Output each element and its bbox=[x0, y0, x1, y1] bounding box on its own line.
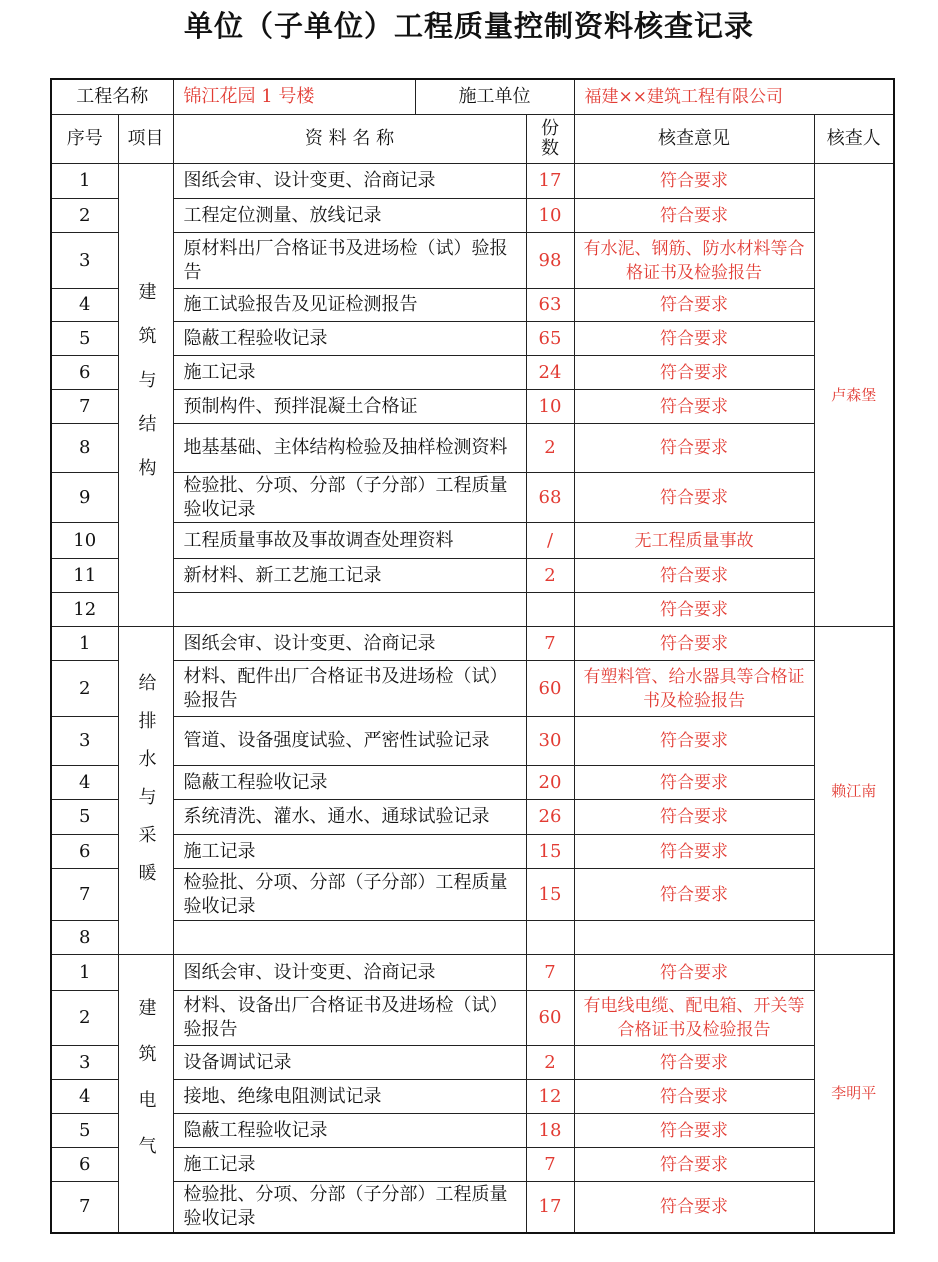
review-opinion: 符合要求 bbox=[574, 1148, 814, 1182]
review-opinion: 符合要求 bbox=[574, 424, 814, 473]
document-count: 68 bbox=[526, 473, 574, 523]
row-number: 1 bbox=[51, 627, 118, 661]
review-opinion: 符合要求 bbox=[574, 800, 814, 835]
review-opinion: 符合要求 bbox=[574, 1080, 814, 1114]
document-name: 管道、设备强度试验、严密性试验记录 bbox=[173, 717, 526, 766]
row-number: 12 bbox=[51, 593, 118, 627]
table-row bbox=[51, 1080, 894, 1114]
project-category-cell bbox=[118, 164, 173, 627]
reviewer-name: 卢森堡 bbox=[814, 164, 894, 627]
project-category: 给排水与采暖 bbox=[135, 673, 157, 901]
col-opinion: 核查意见 bbox=[574, 115, 814, 164]
table-row bbox=[51, 835, 894, 869]
review-opinion: 符合要求 bbox=[574, 955, 814, 991]
document-count: 26 bbox=[526, 800, 574, 835]
row-number: 6 bbox=[51, 835, 118, 869]
row-number: 7 bbox=[51, 869, 118, 921]
document-name: 施工记录 bbox=[173, 1148, 526, 1182]
table-row bbox=[51, 523, 894, 559]
review-opinion: 有电线电缆、配电箱、开关等合格证书及检验报告 bbox=[574, 991, 814, 1046]
row-number: 3 bbox=[51, 717, 118, 766]
project-name-value: 锦江花园 1 号楼 bbox=[174, 80, 416, 114]
col-reviewer: 核查人 bbox=[814, 115, 894, 164]
row-number: 3 bbox=[51, 233, 118, 289]
review-opinion: 符合要求 bbox=[574, 717, 814, 766]
table-row bbox=[51, 1046, 894, 1080]
row-number: 10 bbox=[51, 523, 118, 559]
review-opinion: 符合要求 bbox=[574, 289, 814, 322]
row-number: 6 bbox=[51, 1148, 118, 1182]
table-row bbox=[51, 473, 894, 523]
table-row bbox=[51, 627, 894, 661]
table-row bbox=[51, 356, 894, 390]
table-row bbox=[51, 390, 894, 424]
row-number: 7 bbox=[51, 1182, 118, 1233]
review-opinion: 符合要求 bbox=[574, 322, 814, 356]
contractor-label: 施工单位 bbox=[458, 86, 531, 107]
review-opinion: 符合要求 bbox=[574, 1114, 814, 1148]
project-category-cell bbox=[118, 627, 173, 955]
document-count: 18 bbox=[526, 1114, 574, 1148]
col-count: 份 数 bbox=[526, 115, 574, 164]
row-number: 1 bbox=[51, 164, 118, 199]
document-count: 60 bbox=[526, 661, 574, 717]
review-opinion bbox=[574, 921, 814, 955]
review-opinion: 符合要求 bbox=[574, 473, 814, 523]
reviewer-name: 赖江南 bbox=[814, 627, 894, 955]
review-opinion: 符合要求 bbox=[574, 835, 814, 869]
document-count: 65 bbox=[526, 322, 574, 356]
row-number: 8 bbox=[51, 424, 118, 473]
review-opinion: 符合要求 bbox=[574, 627, 814, 661]
column-header-row bbox=[51, 115, 894, 164]
row-number: 3 bbox=[51, 1046, 118, 1080]
document-count: 7 bbox=[526, 1148, 574, 1182]
table-row bbox=[51, 869, 894, 921]
document-count: 10 bbox=[526, 390, 574, 424]
document-name: 施工记录 bbox=[173, 835, 526, 869]
document-name: 检验批、分项、分部（子分部）工程质量验收记录 bbox=[173, 473, 526, 523]
document-name: 工程定位测量、放线记录 bbox=[173, 199, 526, 233]
col-no: 序号 bbox=[51, 115, 118, 164]
document-count: 60 bbox=[526, 991, 574, 1046]
review-opinion: 符合要求 bbox=[574, 390, 814, 424]
review-opinion: 符合要求 bbox=[574, 1046, 814, 1080]
contractor-value: 福建××建筑工程有限公司 bbox=[574, 79, 894, 115]
document-name: 材料、配件出厂合格证书及进场检（试）验报告 bbox=[173, 661, 526, 717]
row-number: 11 bbox=[51, 559, 118, 593]
document-count: 10 bbox=[526, 199, 574, 233]
table-row bbox=[51, 800, 894, 835]
document-name: 原材料出厂合格证书及进场检（试）验报告 bbox=[173, 233, 526, 289]
table-row bbox=[51, 322, 894, 356]
document-count: / bbox=[526, 523, 574, 559]
project-category: 建筑电气 bbox=[135, 997, 157, 1182]
document-count: 2 bbox=[526, 559, 574, 593]
document-count: 30 bbox=[526, 717, 574, 766]
document-name: 预制构件、预拌混凝土合格证 bbox=[173, 390, 526, 424]
document-count: 98 bbox=[526, 233, 574, 289]
table-row bbox=[51, 593, 894, 627]
document-name: 地基基础、主体结构检验及抽样检测资料 bbox=[173, 424, 526, 473]
document-count: 7 bbox=[526, 627, 574, 661]
document-count: 17 bbox=[526, 1182, 574, 1233]
review-opinion: 符合要求 bbox=[574, 1182, 814, 1233]
document-count: 17 bbox=[526, 164, 574, 199]
project-category: 建筑与结构 bbox=[135, 281, 157, 502]
row-number: 6 bbox=[51, 356, 118, 390]
document-name: 新材料、新工艺施工记录 bbox=[173, 559, 526, 593]
document-count: 12 bbox=[526, 1080, 574, 1114]
document-name bbox=[173, 921, 526, 955]
table-row bbox=[51, 661, 894, 717]
document-name: 设备调试记录 bbox=[173, 1046, 526, 1080]
document-count bbox=[526, 921, 574, 955]
review-opinion: 符合要求 bbox=[574, 869, 814, 921]
document-name: 接地、绝缘电阻测试记录 bbox=[173, 1080, 526, 1114]
document-count: 2 bbox=[526, 424, 574, 473]
table-row bbox=[51, 559, 894, 593]
document-name: 检验批、分项、分部（子分部）工程质量验收记录 bbox=[173, 869, 526, 921]
document-name: 工程质量事故及事故调查处理资料 bbox=[173, 523, 526, 559]
row-number: 4 bbox=[51, 1080, 118, 1114]
row-number: 5 bbox=[51, 1114, 118, 1148]
row-number: 4 bbox=[51, 766, 118, 800]
document-name: 施工记录 bbox=[173, 356, 526, 390]
project-name-label: 工程名称 bbox=[51, 79, 173, 115]
document-count: 63 bbox=[526, 289, 574, 322]
document-name: 系统清洗、灌水、通水、通球试验记录 bbox=[173, 800, 526, 835]
document-name: 隐蔽工程验收记录 bbox=[173, 322, 526, 356]
document-name: 图纸会审、设计变更、洽商记录 bbox=[173, 955, 526, 991]
document-name: 图纸会审、设计变更、洽商记录 bbox=[173, 627, 526, 661]
document-name: 图纸会审、设计变更、洽商记录 bbox=[173, 164, 526, 199]
review-opinion: 符合要求 bbox=[574, 766, 814, 800]
review-opinion: 符合要求 bbox=[574, 559, 814, 593]
document-name: 材料、设备出厂合格证书及进场检（试）验报告 bbox=[173, 991, 526, 1046]
table-row bbox=[51, 424, 894, 473]
document-count: 24 bbox=[526, 356, 574, 390]
col-item: 项目 bbox=[118, 115, 173, 164]
review-opinion: 无工程质量事故 bbox=[574, 523, 814, 559]
row-number: 2 bbox=[51, 991, 118, 1046]
row-number: 2 bbox=[51, 199, 118, 233]
reviewer-name: 李明平 bbox=[814, 955, 894, 1233]
review-opinion: 有水泥、钢筋、防水材料等合格证书及检验报告 bbox=[574, 233, 814, 289]
row-number: 5 bbox=[51, 800, 118, 835]
row-number: 9 bbox=[51, 473, 118, 523]
table-row bbox=[51, 717, 894, 766]
row-number: 8 bbox=[51, 921, 118, 955]
table-row bbox=[51, 766, 894, 800]
document-name: 隐蔽工程验收记录 bbox=[173, 766, 526, 800]
table-row bbox=[51, 955, 894, 991]
row-number: 7 bbox=[51, 390, 118, 424]
review-opinion: 符合要求 bbox=[574, 164, 814, 199]
row-number: 5 bbox=[51, 322, 118, 356]
document-name: 检验批、分项、分部（子分部）工程质量验收记录 bbox=[173, 1182, 526, 1233]
document-count: 15 bbox=[526, 835, 574, 869]
row-number: 4 bbox=[51, 289, 118, 322]
project-info-row bbox=[51, 79, 894, 115]
review-opinion: 符合要求 bbox=[574, 593, 814, 627]
inspection-table bbox=[50, 78, 895, 1234]
table-row bbox=[51, 1148, 894, 1182]
review-opinion: 符合要求 bbox=[574, 199, 814, 233]
table-row bbox=[51, 1114, 894, 1148]
table-row bbox=[51, 991, 894, 1046]
document-count: 20 bbox=[526, 766, 574, 800]
document-name bbox=[173, 593, 526, 627]
review-opinion: 有塑料管、给水器具等合格证书及检验报告 bbox=[574, 661, 814, 717]
document-name: 隐蔽工程验收记录 bbox=[173, 1114, 526, 1148]
project-name-cell bbox=[173, 79, 574, 115]
document-count: 2 bbox=[526, 1046, 574, 1080]
table-row bbox=[51, 1182, 894, 1233]
table-row bbox=[51, 233, 894, 289]
project-category-cell bbox=[118, 955, 173, 1233]
col-doc: 资 料 名 称 bbox=[173, 115, 526, 164]
document-count: 7 bbox=[526, 955, 574, 991]
table-row bbox=[51, 199, 894, 233]
table-row bbox=[51, 289, 894, 322]
document-name: 施工试验报告及见证检测报告 bbox=[173, 289, 526, 322]
page-title: 单位（子单位）工程质量控制资料核查记录 bbox=[183, 9, 754, 43]
review-opinion: 符合要求 bbox=[574, 356, 814, 390]
row-number: 2 bbox=[51, 661, 118, 717]
table-row bbox=[51, 164, 894, 199]
document-count: 15 bbox=[526, 869, 574, 921]
row-number: 1 bbox=[51, 955, 118, 991]
document-count bbox=[526, 593, 574, 627]
table-row bbox=[51, 921, 894, 955]
